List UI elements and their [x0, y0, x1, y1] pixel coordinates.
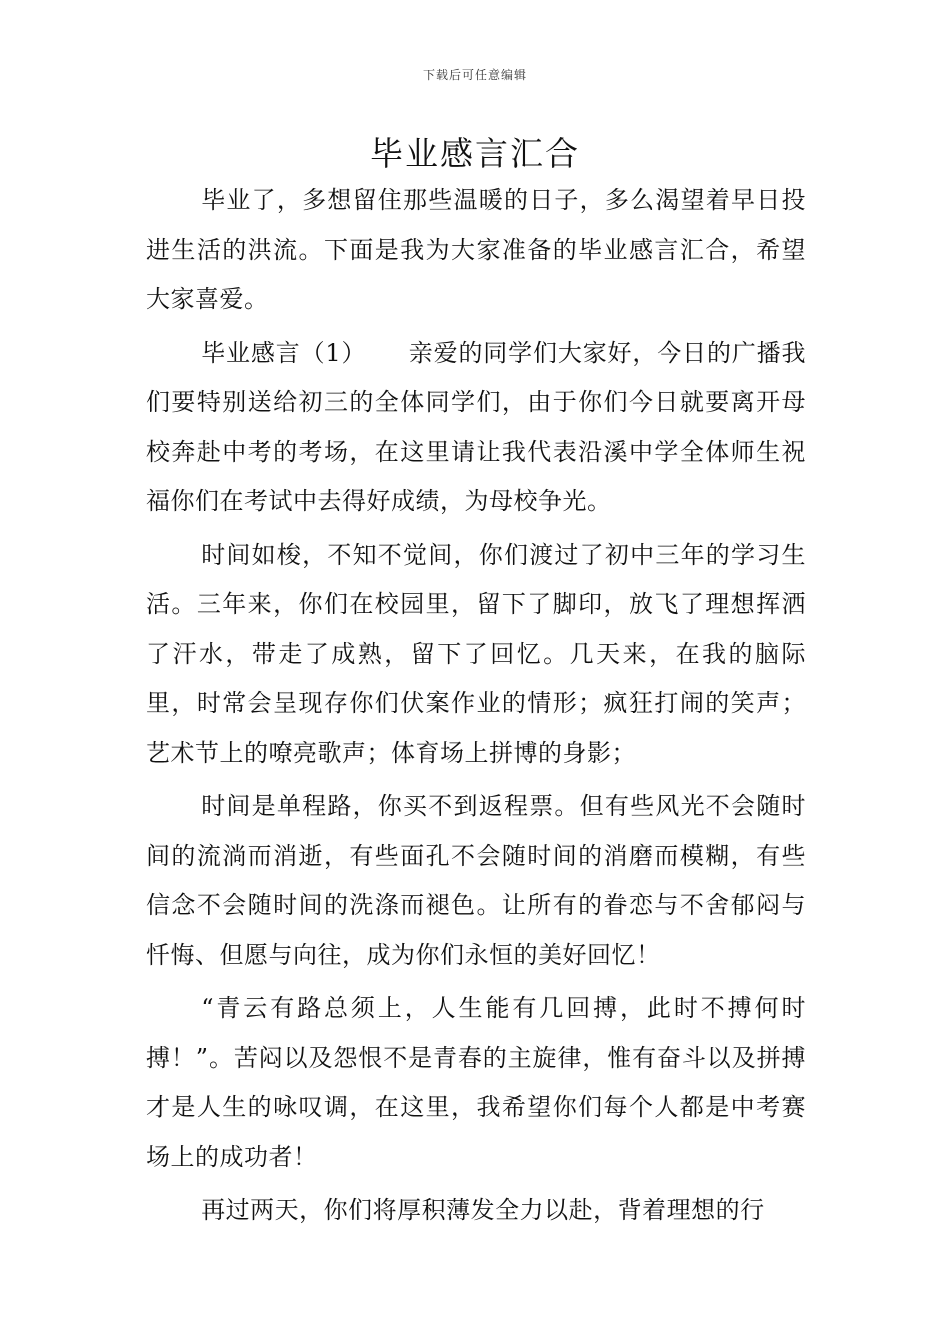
document-title: 毕业感言汇合	[370, 134, 580, 173]
document-body	[146, 176, 806, 1240]
intro-paragraph: 毕业了，多想留住那些温暖的日子，多么渴望着早日投进生活的洪流。下面是我为大家准备的毕业感言汇合，希望大家喜爱。	[146, 186, 806, 313]
body-paragraph-final: 再过两天，你们将厚积薄发全力以赴，背着理想的行	[201, 1196, 765, 1224]
body-paragraph-oneway: 时间是单程路，你买不到返程票。但有些风光不会随时间的流淌而消逝，有些面孔不会随时间的消磨而模糊，有些信念不会随时间的洗涤而褪色。让所有的眷恋与不舍郁闷与忏悔、但愿与向往，成为你们永恒的美好回忆！	[146, 792, 806, 969]
body-paragraph-time: 时间如梭，不知不觉间，你们渡过了初中三年的学习生活。三年来，你们在校园里，留下了脚印，放飞了理想挥洒了汗水，带走了成熟，留下了回忆。几天来，在我的脑际里，时常会呈现存你们伏案作业的情形；疯狂打闹的笑声；艺术节上的嘹亮歌声；体育场上拼博的身影；	[146, 540, 806, 767]
section-1-heading: 毕业感言（1）	[201, 338, 367, 367]
section-1-text: 亲爱的同学们大家好，今日的广播我们要特别送给初三的全体同学们，由于你们今日就要离开母校奔赴中考的考场，在这里请让我代表沿溪中学全体师生祝福你们在考试中去得好成绩，为母校争光。	[146, 338, 806, 515]
header-note: 下载后可任意编辑	[422, 68, 527, 82]
section-1-paragraph	[146, 329, 806, 527]
body-paragraph-quote: “青云有路总须上，人生能有几回搏，此时不搏何时搏！”。苦闷以及怨恨不是青春的主旋律，惟有奋斗以及拼搏才是人生的咏叹调，在这里，我希望你们每个人都是中考赛场上的成功者！	[146, 994, 806, 1171]
